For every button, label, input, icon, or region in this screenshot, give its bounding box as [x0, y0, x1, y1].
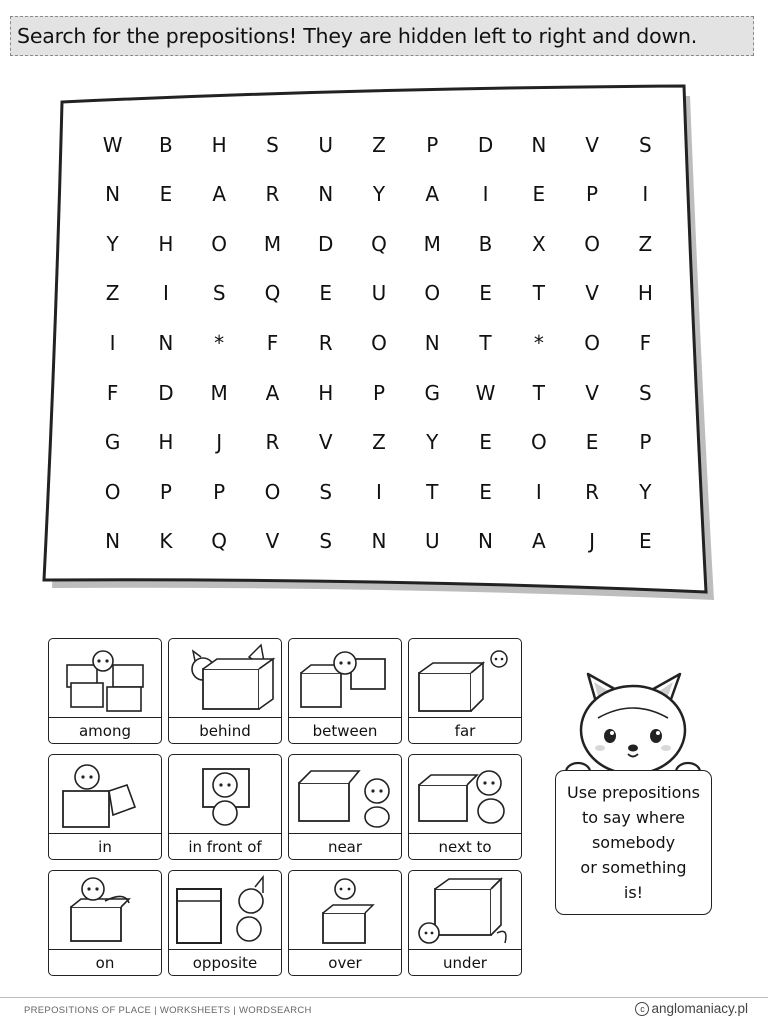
- grid-letter[interactable]: N: [318, 182, 334, 207]
- grid-letter[interactable]: K: [159, 529, 173, 554]
- grid-letter[interactable]: A: [212, 182, 227, 207]
- fox-in-box-icon: [49, 755, 160, 833]
- grid-letter[interactable]: S: [639, 132, 652, 157]
- fox-over-box-icon: [289, 871, 400, 949]
- grid-letter[interactable]: Z: [638, 231, 653, 256]
- grid-letter[interactable]: Y: [372, 182, 386, 207]
- preposition-card: [288, 754, 402, 860]
- tip-line: is!: [623, 883, 644, 902]
- grid-letter[interactable]: Z: [372, 132, 386, 157]
- grid-letter[interactable]: I: [376, 479, 382, 504]
- card-label: behind: [169, 717, 281, 743]
- fox-in-front-of-box-icon: [169, 755, 280, 833]
- grid-letter[interactable]: H: [211, 132, 227, 157]
- grid-letter[interactable]: N: [424, 330, 440, 355]
- grid-letter[interactable]: Y: [106, 231, 119, 256]
- grid-letter[interactable]: Q: [211, 529, 228, 554]
- grid-letter[interactable]: O: [211, 231, 228, 256]
- preposition-card: [48, 638, 162, 744]
- grid-letter[interactable]: B: [159, 132, 173, 157]
- grid-letter[interactable]: O: [530, 430, 547, 455]
- grid-letter[interactable]: E: [319, 281, 333, 306]
- grid-letter[interactable]: M: [210, 380, 228, 405]
- grid-letter[interactable]: A: [531, 529, 546, 554]
- card-label: near: [289, 833, 401, 859]
- grid-letter[interactable]: Q: [264, 281, 281, 306]
- tip-line: somebody: [591, 833, 676, 852]
- card-label: among: [49, 717, 161, 743]
- grid-letter[interactable]: V: [585, 380, 599, 405]
- letter-grid: [86, 120, 672, 566]
- grid-letter[interactable]: O: [371, 330, 387, 355]
- grid-letter[interactable]: D: [318, 231, 334, 256]
- grid-letter[interactable]: E: [479, 281, 492, 306]
- grid-letter[interactable]: S: [212, 281, 226, 306]
- grid-letter[interactable]: N: [531, 132, 547, 157]
- grid-letter[interactable]: *: [214, 330, 225, 355]
- preposition-card: [408, 870, 522, 976]
- grid-letter[interactable]: G: [424, 380, 441, 405]
- grid-letter[interactable]: N: [371, 529, 387, 554]
- grid-letter[interactable]: P: [426, 132, 439, 157]
- grid-letter[interactable]: A: [265, 380, 280, 405]
- preposition-card: [48, 754, 162, 860]
- grid-letter[interactable]: T: [532, 380, 545, 405]
- grid-letter[interactable]: F: [266, 330, 279, 355]
- grid-letter[interactable]: R: [265, 182, 280, 207]
- grid-letter[interactable]: O: [264, 479, 281, 504]
- fox-next-to-box-icon: [409, 755, 520, 833]
- grid-letter[interactable]: B: [478, 231, 493, 256]
- grid-letter[interactable]: G: [104, 430, 121, 455]
- grid-letter[interactable]: W: [102, 132, 123, 157]
- footer-breadcrumb: PREPOSITIONS OF PLACE | WORKSHEETS | WORDSEARCH: [24, 1005, 312, 1016]
- grid-letter[interactable]: R: [585, 479, 600, 504]
- grid-letter[interactable]: O: [584, 231, 600, 256]
- preposition-card: [168, 754, 282, 860]
- card-label: between: [289, 717, 401, 743]
- grid-letter[interactable]: Z: [372, 430, 386, 455]
- grid-letter[interactable]: O: [584, 330, 600, 355]
- grid-letter[interactable]: N: [105, 182, 121, 207]
- grid-letter[interactable]: Z: [105, 281, 120, 306]
- grid-letter[interactable]: E: [479, 479, 492, 504]
- grid-letter[interactable]: H: [637, 281, 653, 306]
- grid-letter[interactable]: N: [158, 330, 174, 355]
- grid-letter[interactable]: V: [585, 281, 599, 306]
- card-label: on: [49, 949, 161, 975]
- grid-letter[interactable]: O: [424, 281, 441, 306]
- instruction-text: Search for the prepositions! They are hidden left to right and down.: [17, 24, 698, 48]
- grid-letter[interactable]: A: [425, 182, 440, 207]
- grid-letter[interactable]: E: [585, 430, 599, 455]
- grid-letter[interactable]: P: [159, 479, 172, 504]
- fox-behind-box-icon: [169, 639, 280, 717]
- footer-divider: [0, 997, 768, 998]
- grid-letter[interactable]: R: [265, 430, 280, 455]
- preposition-card: [288, 638, 402, 744]
- grid-letter[interactable]: S: [639, 380, 652, 405]
- grid-letter[interactable]: E: [159, 182, 173, 207]
- card-label: under: [409, 949, 521, 975]
- card-label: next to: [409, 833, 521, 859]
- grid-letter[interactable]: T: [532, 281, 545, 306]
- grid-letter[interactable]: S: [319, 529, 333, 554]
- grid-letter[interactable]: V: [585, 132, 599, 157]
- grid-letter[interactable]: D: [158, 380, 174, 405]
- grid-letter[interactable]: M: [263, 231, 282, 256]
- grid-letter[interactable]: T: [426, 479, 439, 504]
- preposition-card: [288, 870, 402, 976]
- grid-letter[interactable]: U: [424, 529, 440, 554]
- grid-letter[interactable]: V: [265, 529, 280, 554]
- site-name: anglomaniacy.pl: [651, 1001, 748, 1016]
- grid-letter[interactable]: F: [106, 380, 119, 405]
- grid-letter[interactable]: M: [423, 231, 441, 256]
- grid-letter[interactable]: S: [319, 479, 333, 504]
- preposition-card: [168, 870, 282, 976]
- fox-near-box-icon: [289, 755, 400, 833]
- card-label: over: [289, 949, 401, 975]
- grid-letter[interactable]: N: [105, 529, 121, 554]
- preposition-cards: [48, 638, 528, 978]
- grid-letter[interactable]: W: [475, 380, 496, 405]
- copyright-icon: c: [635, 1002, 649, 1016]
- grid-letter[interactable]: P: [639, 430, 652, 455]
- grid-letter[interactable]: H: [158, 231, 174, 256]
- footer-copyright: [635, 1001, 748, 1016]
- grid-letter[interactable]: R: [318, 330, 333, 355]
- grid-letter[interactable]: I: [162, 281, 169, 306]
- grid-letter[interactable]: X: [531, 231, 546, 256]
- grid-letter[interactable]: I: [642, 182, 649, 207]
- grid-letter[interactable]: *: [533, 330, 544, 355]
- grid-letter[interactable]: J: [216, 430, 223, 455]
- fox-between-boxes-icon: [289, 639, 400, 717]
- grid-letter[interactable]: Y: [426, 430, 439, 455]
- tip-line: Use prepositions: [567, 783, 700, 802]
- preposition-card: [408, 638, 522, 744]
- card-label: far: [409, 717, 521, 743]
- grid-letter[interactable]: P: [372, 380, 386, 405]
- grid-letter[interactable]: Y: [639, 479, 652, 504]
- grid-letter[interactable]: E: [532, 182, 546, 207]
- grid-letter[interactable]: U: [318, 132, 334, 157]
- grid-letter[interactable]: S: [266, 132, 279, 157]
- fox-under-box-icon: [409, 871, 520, 949]
- fox-among-boxes-icon: [49, 639, 160, 717]
- fox-on-box-icon: [49, 871, 160, 949]
- preposition-card: [168, 638, 282, 744]
- grid-letter[interactable]: I: [109, 330, 116, 355]
- grid-letter[interactable]: I: [482, 182, 489, 207]
- grid-letter[interactable]: E: [479, 430, 492, 455]
- card-label: in: [49, 833, 161, 859]
- card-label: opposite: [169, 949, 281, 975]
- tip-line: or something: [580, 858, 687, 877]
- grid-letter[interactable]: O: [104, 479, 121, 504]
- grid-letter[interactable]: Q: [371, 231, 387, 256]
- card-label: in front of: [169, 833, 281, 859]
- grid-letter[interactable]: D: [477, 132, 494, 157]
- grid-letter[interactable]: H: [158, 430, 174, 455]
- grid-letter[interactable]: U: [371, 281, 387, 306]
- grid-letter[interactable]: I: [535, 479, 542, 504]
- grid-letter[interactable]: J: [589, 529, 596, 554]
- tip-note: [555, 770, 712, 915]
- preposition-card: [408, 754, 522, 860]
- preposition-card: [48, 870, 162, 976]
- fox-far-from-box-icon: [409, 639, 520, 717]
- grid-letter[interactable]: T: [479, 330, 492, 355]
- grid-letter[interactable]: P: [213, 479, 226, 504]
- grid-letter[interactable]: P: [586, 182, 599, 207]
- grid-letter[interactable]: N: [478, 529, 494, 554]
- grid-letter[interactable]: E: [639, 529, 652, 554]
- grid-letter[interactable]: V: [318, 430, 333, 455]
- tip-line: to say where: [582, 808, 685, 827]
- grid-letter[interactable]: F: [639, 330, 652, 355]
- grid-letter[interactable]: H: [318, 380, 334, 405]
- fox-opposite-box-icon: [169, 871, 280, 949]
